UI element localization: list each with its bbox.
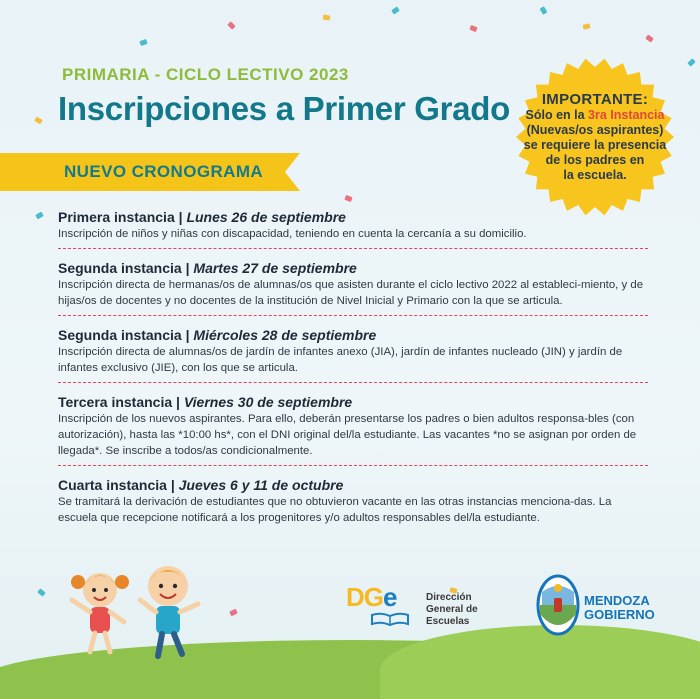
instance-description: Inscripción de niños y niñas con discapacidad, teniendo en cuenta la cercanía a su domicilio. (58, 228, 527, 240)
boy-figure (140, 566, 198, 656)
instance-description: Inscripción directa de alumnas/os de jardín de infantes anexo (JIA), jardín de infantes nucleado (JIN) y jardín de infantes exclusivo (JIE), con los que se articula. (58, 346, 623, 374)
schedule-item-heading: Tercera instancia | Viernes 30 de septiembre (58, 394, 353, 410)
instance-description: Se tramitará la derivación de estudiantes que no obtuvieron vacante en las otras instancias menciona-das. La escuela que recepcione notificará a los progenitores y/o adultos responsables del/la estudiante. (58, 496, 612, 524)
dge-wordmark (346, 582, 396, 613)
badge-line: la escuela. (563, 167, 627, 182)
confetti (391, 6, 400, 14)
instance-description: Inscripción directa de hermanas/os de alumnas/os que asisten durante el ciclo lectivo 2022 al estableci-miento, y de hijas/os de docentes y no docentes de la institución de Nivel Inicial y Primario con la que se articula. (58, 279, 644, 307)
schedule-item-heading: Primera instancia | Lunes 26 de septiembre (58, 209, 346, 225)
instance-name: Cuarta instancia (58, 477, 167, 493)
confetti (139, 39, 147, 46)
confetti (582, 23, 590, 30)
dge-letter-e: e (383, 582, 397, 612)
instance-date: Lunes 26 de septiembre (186, 209, 346, 225)
confetti (227, 21, 235, 29)
badge-line: se requiere la presencia (523, 137, 667, 152)
schedule-item (58, 259, 648, 316)
kids-illustration (60, 560, 210, 670)
instance-date: Viernes 30 de septiembre (183, 394, 353, 410)
schedule-item-heading: Segunda instancia | Miércoles 28 de septiembre (58, 327, 377, 343)
dge-letters: DG (346, 582, 383, 612)
schedule-item (58, 393, 648, 466)
girl-figure (71, 573, 129, 652)
confetti (344, 195, 352, 202)
instance-date: Miércoles 28 de septiembre (193, 327, 377, 343)
badge-line: (Nuevas/os aspirantes) (526, 122, 664, 137)
confetti (687, 58, 695, 66)
confetti (645, 34, 654, 42)
schedule-banner (0, 153, 300, 191)
schedule-item (58, 476, 648, 532)
dge-logo (346, 582, 496, 632)
instance-name: Primera instancia (58, 209, 175, 225)
grass-hill (380, 625, 700, 699)
schedule-item (58, 326, 648, 383)
confetti (323, 14, 331, 20)
program-kicker: PRIMARIA - CICLO LECTIVO 2023 (62, 65, 349, 84)
confetti (35, 212, 44, 220)
instance-name: Tercera instancia (58, 394, 173, 410)
schedule-list (58, 208, 648, 542)
instance-name: Segunda instancia (58, 260, 182, 276)
badge-text (515, 57, 675, 217)
mendoza-subtitle: GOBIERNO (584, 607, 655, 622)
schedule-item (58, 208, 648, 249)
important-badge (515, 57, 675, 217)
confetti (229, 609, 237, 616)
mendoza-wordmark (584, 594, 655, 622)
page-title: Inscripciones a Primer Grado (58, 90, 510, 127)
instance-date: Martes 27 de septiembre (193, 260, 357, 276)
instance-description: Inscripción de los nuevos aspirantes. Para ello, deberán presentarse los padres o bien adultos responsa-bles (con autorización), hasta las *10:00 hs*, con el DNI original del/la estudiante. Las vacantes *no se asignan por orden de llegada*. Se inscribe a todos/as condicionalmente. (58, 413, 637, 457)
schedule-item-heading: Segunda instancia | Martes 27 de septiembre (58, 260, 357, 276)
banner-label: NUEVO CRONOGRAMA (64, 162, 264, 181)
dge-name: Dirección General de Escuelas (426, 592, 478, 627)
badge-line: de los padres en (545, 152, 645, 167)
instance-name: Segunda instancia (58, 327, 182, 343)
mendoza-name: MENDOZA (584, 593, 650, 608)
confetti (469, 25, 477, 32)
badge-accent: 3ra Instancia (588, 107, 665, 122)
instance-date: Jueves 6 y 11 de octubre (178, 477, 344, 493)
confetti (34, 117, 43, 125)
confetti (540, 6, 548, 15)
badge-line (526, 108, 665, 123)
schedule-item-heading: Cuarta instancia | Jueves 6 y 11 de octubre (58, 477, 344, 493)
book-icon (370, 612, 410, 626)
confetti (37, 588, 46, 596)
badge-line-pre: Sólo en la (525, 107, 589, 122)
badge-heading: IMPORTANTE: (541, 90, 649, 108)
mendoza-shield-icon (536, 574, 580, 636)
